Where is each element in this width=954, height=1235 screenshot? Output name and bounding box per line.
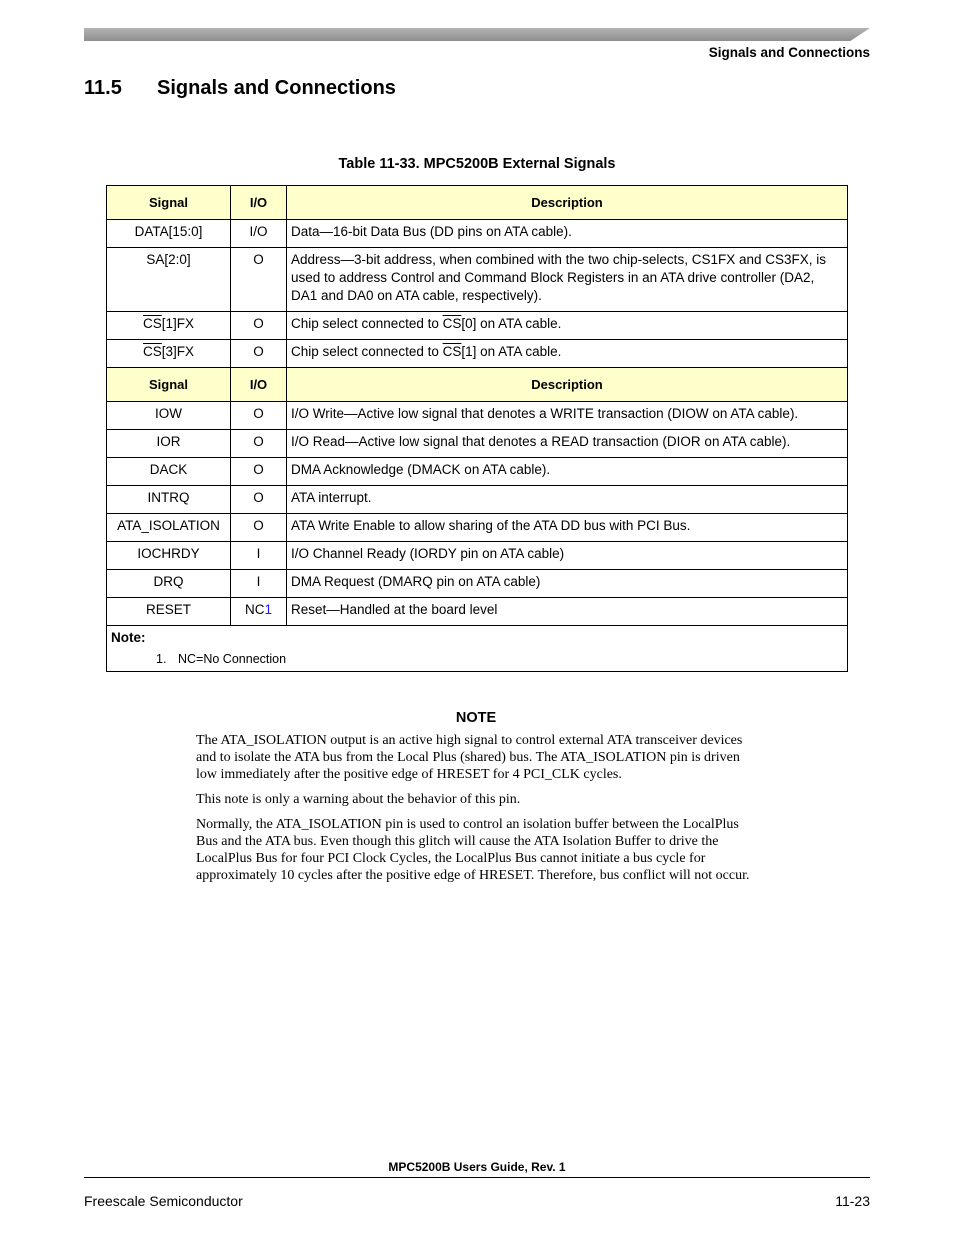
signal-suffix: [1]FX — [161, 316, 195, 331]
description-cell: I/O Write—Active low signal that denotes a WRITE transaction (DIOW on ATA cable). — [287, 402, 848, 430]
column-header-io: I/O — [231, 368, 287, 402]
footer-divider — [84, 1177, 870, 1178]
io-cell: O — [231, 340, 287, 368]
signal-cell: IOW — [107, 402, 231, 430]
table-caption: Table 11-33. MPC5200B External Signals — [338, 156, 616, 172]
signal-cell: DATA[15:0] — [107, 220, 231, 248]
description-cell: DMA Request (DMARQ pin on ATA cable) — [287, 570, 848, 598]
note-paragraph: The ATA_ISOLATION output is an active high signal to control external ATA transceiver devices and to isolate the ATA bus from the Local Plus (shared) bus. The ATA_ISOLATION pin is driven low immediately after the positive edge of HRESET for 4 PCI_CLK cycles. — [196, 733, 743, 782]
note-label: Note: — [111, 630, 146, 645]
section-heading — [84, 77, 396, 100]
io-cell: O — [231, 312, 287, 340]
description-cell: ATA Write Enable to allow sharing of the ATA DD bus with PCI Bus. — [287, 514, 848, 542]
signal-suffix: [3]FX — [161, 344, 195, 359]
table-note-row — [107, 626, 848, 672]
io-value: NC — [244, 602, 265, 617]
footnote-ref-link[interactable]: 1 — [264, 602, 272, 617]
note-title: NOTE — [455, 710, 497, 726]
overline-text: $\overline{CS}$ — [142, 344, 162, 359]
table-header-row-repeat — [107, 368, 848, 402]
signal-cell — [107, 340, 231, 368]
io-cell: O — [231, 486, 287, 514]
column-header-description: Description — [287, 368, 848, 402]
description-suffix: [0] on ATA cable. — [461, 316, 562, 331]
io-cell: I — [231, 570, 287, 598]
running-head: Signals and Connections — [708, 45, 870, 60]
table-note — [107, 626, 848, 672]
signals-table — [106, 185, 848, 672]
description-cell: I/O Read—Active low signal that denotes a READ transaction (DIOR on ATA cable). — [287, 430, 848, 458]
description-prefix: Chip select connected to — [291, 316, 443, 331]
table-row — [107, 570, 848, 598]
table-row — [107, 598, 848, 626]
signal-cell: RESET — [107, 598, 231, 626]
io-cell: O — [231, 402, 287, 430]
table-row — [107, 486, 848, 514]
table-row — [107, 402, 848, 430]
io-cell: I/O — [231, 220, 287, 248]
footnote-text: NC=No Connection — [178, 652, 287, 666]
overline-text: $\overline{CS}$ — [142, 316, 162, 331]
description-cell: Data—16-bit Data Bus (DD pins on ATA cable). — [287, 220, 848, 248]
note-paragraph: Normally, the ATA_ISOLATION pin is used to control an isolation buffer between the LocalPlus Bus and the ATA bus. Even though this glitch will cause the ATA Isolation Buffer to drive the LocalPlus Bus for four PCI Clock Cycles, the LocalPlus Bus cannot initiate a bus cycle for approximately 10 cycles after the positive edge of HRESET. Therefore, bus conflict will not occur. — [196, 817, 750, 883]
description-cell — [287, 312, 848, 340]
note-paragraph: This note is only a warning about the behavior of this pin. — [196, 792, 521, 807]
io-cell: I — [231, 542, 287, 570]
section-number: 11.5 — [84, 77, 122, 99]
overline-text: $\overline{CS}$ — [442, 344, 462, 359]
table-row — [107, 248, 848, 312]
table-row — [107, 430, 848, 458]
io-cell: O — [231, 430, 287, 458]
signal-cell: INTRQ — [107, 486, 231, 514]
description-cell: DMA Acknowledge (DMACK on ATA cable). — [287, 458, 848, 486]
table-row — [107, 458, 848, 486]
description-cell: Address—3-bit address, when combined with the two chip-selects, CS1FX and CS3FX, is used to address Control and Command Block Registers in an ATA drive controller (DA2, DA1 and DA0 on ATA cable, respectively). — [287, 248, 848, 312]
table-row — [107, 514, 848, 542]
overline-text: $\overline{CS}$ — [442, 316, 462, 331]
io-cell — [231, 598, 287, 626]
signal-cell: IOCHRDY — [107, 542, 231, 570]
description-suffix: [1] on ATA cable. — [461, 344, 562, 359]
description-cell — [287, 340, 848, 368]
description-prefix: Chip select connected to — [291, 344, 443, 359]
description-cell: I/O Channel Ready (IORDY pin on ATA cable) — [287, 542, 848, 570]
signal-cell: IOR — [107, 430, 231, 458]
table-row — [107, 542, 848, 570]
signal-cell: DACK — [107, 458, 231, 486]
column-header-signal: Signal — [107, 186, 231, 220]
header-bar — [84, 28, 870, 41]
column-header-signal: Signal — [107, 368, 231, 402]
description-cell: Reset—Handled at the board level — [287, 598, 848, 626]
io-cell: O — [231, 514, 287, 542]
table-row — [107, 340, 848, 368]
signal-cell — [107, 312, 231, 340]
table-header-row — [107, 186, 848, 220]
footnote — [111, 650, 843, 668]
description-cell: ATA interrupt. — [287, 486, 848, 514]
signal-cell: SA[2:0] — [107, 248, 231, 312]
table-row — [107, 312, 848, 340]
footer-doc-title: MPC5200B Users Guide, Rev. 1 — [388, 1160, 566, 1174]
column-header-description: Description — [287, 186, 848, 220]
footnote-number: 1. — [156, 652, 167, 666]
footer-page-number: 11-23 — [835, 1193, 870, 1209]
io-cell: O — [231, 458, 287, 486]
signal-cell: ATA_ISOLATION — [107, 514, 231, 542]
io-cell: O — [231, 248, 287, 312]
footer-company: Freescale Semiconductor — [84, 1193, 243, 1209]
table-row — [107, 220, 848, 248]
note-body — [196, 732, 758, 892]
signal-cell: DRQ — [107, 570, 231, 598]
section-title: Signals and Connections — [157, 77, 396, 99]
column-header-io: I/O — [231, 186, 287, 220]
